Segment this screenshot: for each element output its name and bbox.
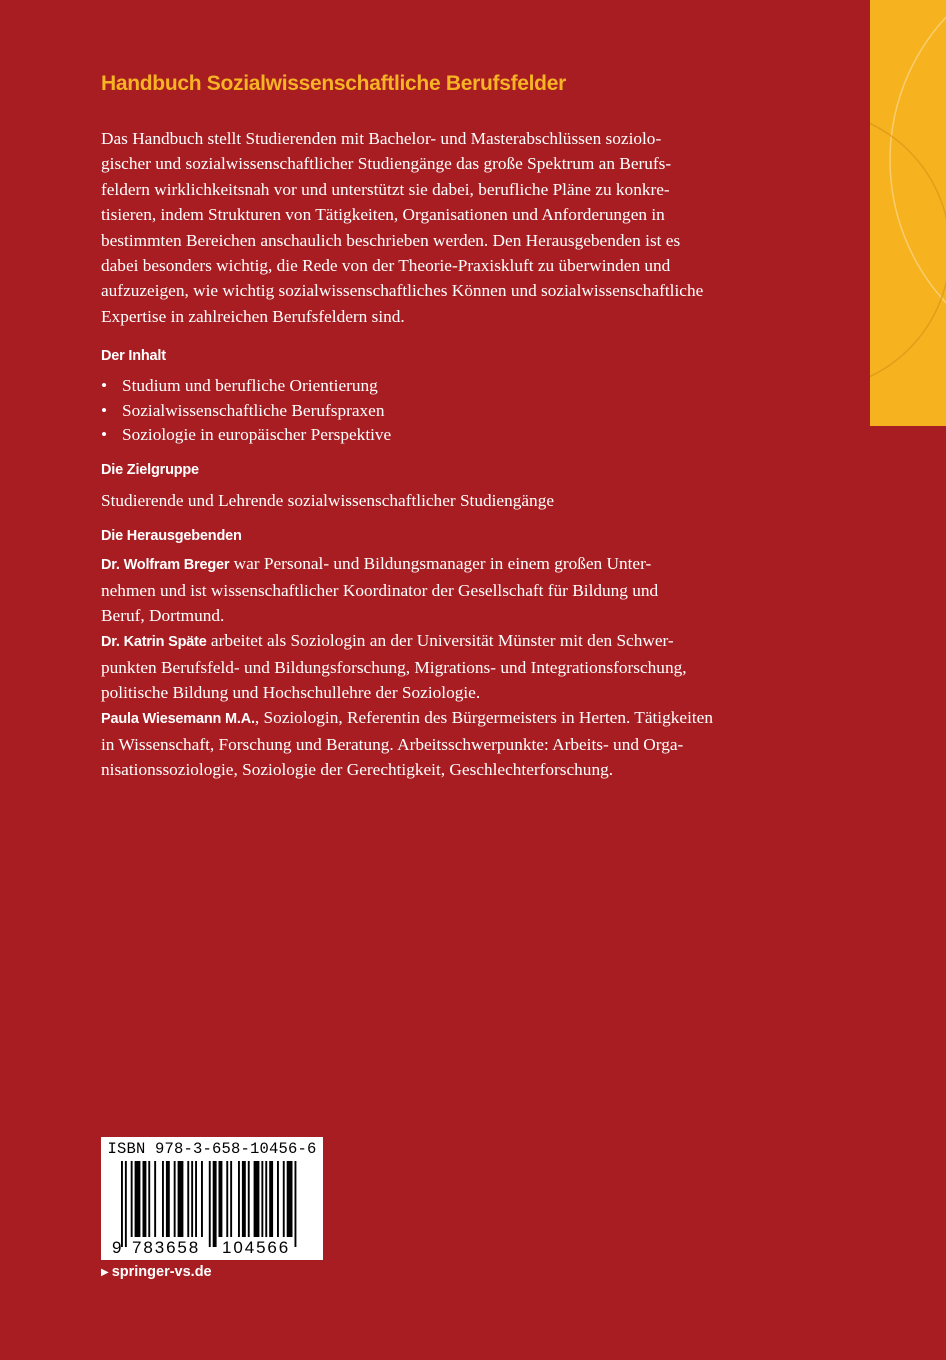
intro-line: tisieren, indem Strukturen von Tätigkeiten, Organisationen und Anforderungen in	[101, 205, 665, 225]
barcode-bar	[261, 1161, 263, 1237]
barcode-bar	[242, 1161, 246, 1237]
barcode-bar	[125, 1161, 127, 1247]
barcode-bar	[238, 1161, 240, 1237]
barcode-digits-left: 783658	[132, 1238, 201, 1257]
bullet-icon: •	[101, 425, 108, 444]
intro-line: Expertise in zahlreichen Berufsfeldern sind.	[101, 306, 405, 326]
barcode-bar	[201, 1161, 203, 1237]
accent-strip	[870, 0, 946, 426]
barcode-bar	[269, 1161, 273, 1237]
editor-name: Dr. Katrin Späte	[101, 634, 207, 650]
barcode-bar	[295, 1161, 297, 1247]
barcode-bar	[230, 1161, 232, 1237]
intro-line: dabei besonders wichtig, die Rede von der Theorie-Praxiskluft zu überwinden und	[101, 256, 671, 276]
barcode-bar	[121, 1161, 123, 1247]
barcode-bar	[195, 1161, 197, 1237]
barcode-bar	[187, 1161, 189, 1237]
intro-line: Das Handbuch stellt Studierenden mit Bachelor- und Masterabschlüssen soziolo-	[101, 129, 662, 148]
editor-bio: Dr. Wolfram Breger war Personal- und Bildungsmanager in einem großen Unter- nehmen und ist wissenschaftlicher Koordinator der Gesellschaft für Bildung und Beruf, Dortmund.	[101, 554, 659, 625]
section-zielgruppe	[101, 458, 769, 513]
editor-bio: Dr. Katrin Späte arbeitet als Soziologin an der Universität Münster mit den Schwer- punkten Berufsfeld- und Bildungsforschung, Migrations- und Integrationsforschung, politische Bildung und Hochschullehre der Soziologie.	[101, 631, 687, 702]
barcode-bar	[178, 1161, 184, 1237]
intro-line: gischer und sozialwissenschaftlicher Studiengänge das große Spektrum an Berufs-	[101, 154, 672, 174]
barcode-bar	[162, 1161, 164, 1237]
barcode-bar	[248, 1161, 250, 1237]
intro-paragraph	[101, 126, 769, 329]
decorative-arcs	[870, 0, 946, 426]
barcode-bar	[265, 1161, 267, 1237]
book-title: Handbuch Sozialwissenschaftliche Berufsfelder	[101, 72, 566, 95]
bullet-icon: •	[101, 376, 108, 395]
barcode-bar	[191, 1161, 193, 1237]
zielgruppe-heading: Die Zielgruppe	[101, 462, 199, 478]
isbn-barcode	[101, 1137, 323, 1260]
bullet-icon: •	[101, 400, 108, 420]
barcode-bar	[219, 1161, 223, 1237]
barcode-bar	[154, 1161, 156, 1237]
barcode-bar	[166, 1161, 170, 1237]
editor-name: Paula Wiesemann M.A.	[101, 711, 255, 727]
section-inhalt	[101, 344, 769, 448]
inhalt-item: • Sozialwissenschaftliche Berufspraxen	[101, 399, 769, 424]
barcode-bar	[174, 1161, 176, 1237]
barcode-bar	[131, 1161, 133, 1237]
inhalt-item: • Soziologie in europäischer Perspektive	[101, 423, 769, 448]
barcode-bar	[209, 1161, 211, 1247]
barcode-bar	[135, 1161, 141, 1237]
barcode-digits-right: 104566	[222, 1238, 291, 1257]
triangle-right-icon: ▶	[101, 1267, 109, 1278]
inhalt-heading: Der Inhalt	[101, 348, 166, 364]
intro-line: aufzuzeigen, wie wichtig sozialwissenschaftliches Können und sozialwissenschaftliche	[101, 281, 704, 301]
barcode-bar	[213, 1161, 217, 1247]
barcode-bar	[277, 1161, 279, 1237]
editor-bio: Paula Wiesemann M.A., Soziologin, Referentin des Bürgermeisters in Herten. Tätigkeiten in Wissenschaft, Forschung und Beratung. Arbeitsschwerpunkte: Arbeits- und Orga- nisationssoziologie, Soziologie der Gerechtigkeit, Geschlechterforschung.	[101, 708, 713, 779]
barcode-bar	[254, 1161, 260, 1237]
barcode-bar	[143, 1161, 147, 1237]
section-herausgebende	[101, 524, 769, 782]
herausgebende-heading: Die Herausgebenden	[101, 528, 242, 544]
isbn-label: ISBN 978-3-658-10456-6	[107, 1140, 317, 1158]
barcode-digit-first: 9	[112, 1238, 124, 1257]
inhalt-list	[101, 374, 769, 448]
editor-name: Dr. Wolfram Breger	[101, 557, 230, 573]
inhalt-item: • Studium und berufliche Orientierung	[101, 374, 769, 399]
barcode-bar	[148, 1161, 150, 1237]
barcode-bar	[287, 1161, 293, 1237]
zielgruppe-text: Studierende und Lehrende sozialwissenschaftlicher Studiengänge	[101, 491, 555, 510]
publisher-website[interactable]	[101, 1264, 212, 1280]
barcode-bar	[226, 1161, 228, 1237]
barcode-bar	[283, 1161, 285, 1237]
intro-line: feldern wirklichkeitsnah vor und unterstützt sie dabei, berufliche Pläne zu konkre-	[101, 179, 670, 199]
intro-line: bestimmten Bereichen anschaulich beschrieben werden. Den Herausgebenden ist es	[101, 230, 681, 250]
website-url: springer-vs.de	[111, 1264, 212, 1280]
